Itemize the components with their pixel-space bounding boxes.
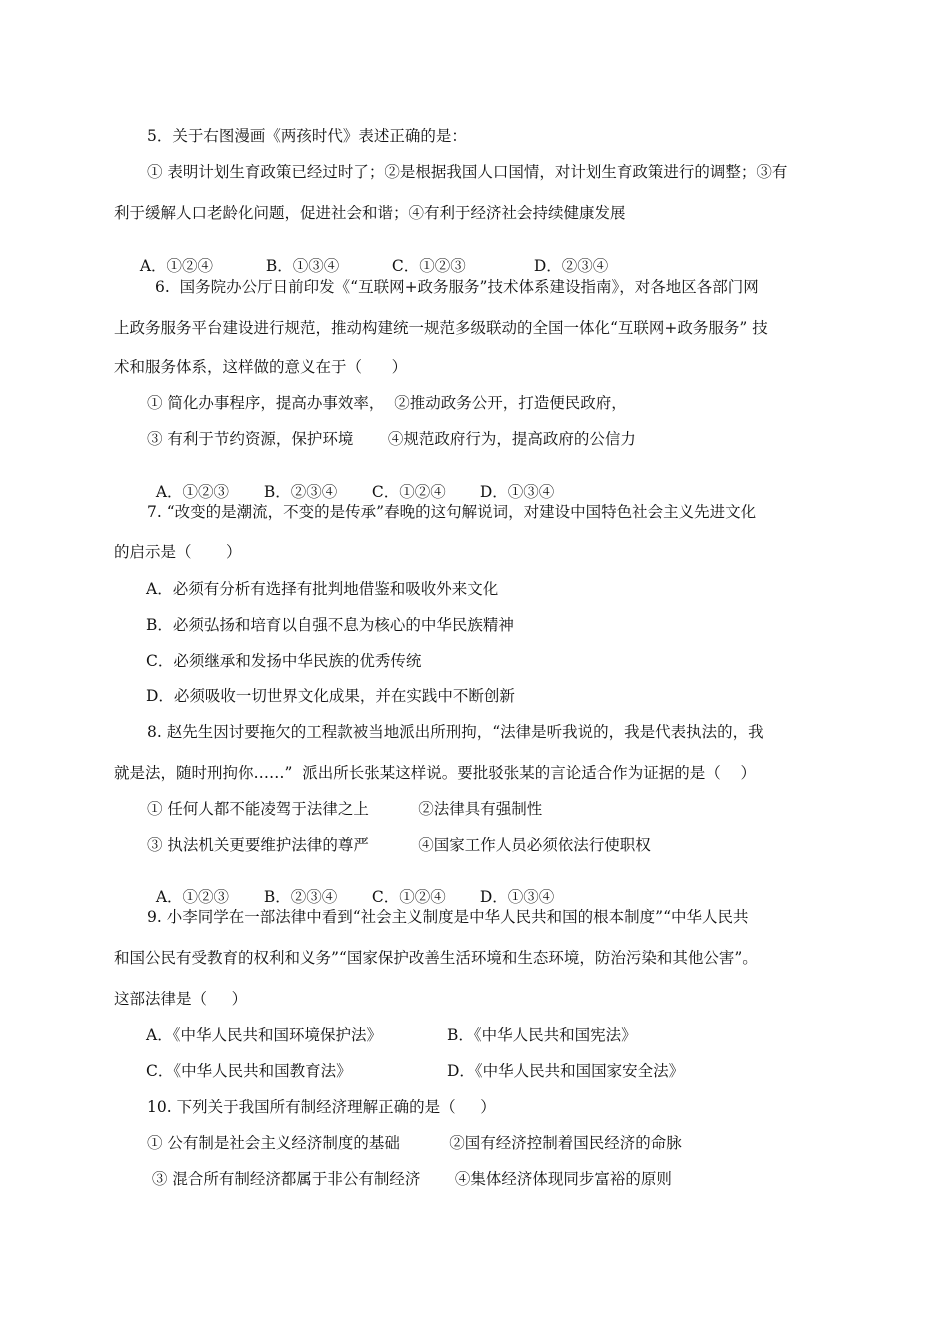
q9-option-b[interactable]: B．《中华人民共和国宪法》 <box>447 1026 637 1044</box>
q6-stem-line-1: 6. 国务院办公厅日前印发《“互联网+政务服务”技术体系建设指南》，对各地区各部门网 <box>155 278 759 296</box>
q7-option-a[interactable]: A．必须有分析有选择有批判地借鉴和吸收外来文化 <box>146 580 499 598</box>
q9-stem-line-2: 和国公民有受教育的权利和义务”“国家保护改善生活环境和生态环境，防治污染和其他公害”。 <box>114 949 758 967</box>
q9-option-d[interactable]: D．《中华人民共和国国家安全法》 <box>447 1062 685 1080</box>
q10-item-line-1: ① 公有制是社会主义经济制度的基础 ②国有经济控制着国民经济的命脉 <box>147 1134 682 1152</box>
q6-item-line-2: ③ 有利于节约资源，保护环境 ④规范政府行为，提高政府的公信力 <box>147 430 636 448</box>
q6-option-b[interactable]: B．②③④ <box>263 482 338 501</box>
q6-option-c[interactable]: C．①②④ <box>371 482 446 501</box>
q6-stem-line-2: 上政务服务平台建设进行规范，推动构建统一规范多级联动的全国一体化“互联网+政务服务” 技 <box>114 319 768 337</box>
q5-option-b[interactable]: B．①③④ <box>265 256 340 275</box>
q5-option-c[interactable]: C．①②③ <box>391 256 466 275</box>
q8-item-line-2: ③ 执法机关更要维护法律的尊严 ④国家工作人员必须依法行使职权 <box>147 836 651 854</box>
q8-stem-line-2: 就是法，随时刑拘你……” 派出所长张某这样说。要批驳张某的言论适合作为证据的是（ ） <box>114 764 756 782</box>
q5-options <box>130 243 608 274</box>
q5-statement-line-2: 利于缓解人口老龄化问题，促进社会和谐；④有利于经济社会持续健康发展 <box>114 204 626 222</box>
q7-option-c[interactable]: C．必须继承和发扬中华民族的优秀传统 <box>146 652 422 670</box>
q5-statement-line-1: ① 表明计划生育政策已经过时了；②是根据我国人口国情，对计划生育政策进行的调整；③有 <box>147 163 788 181</box>
q7-stem-line-1: 7. “改变的是潮流，不变的是传承”春晚的这句解说词，对建设中国特色社会主义先进文化 <box>147 503 757 521</box>
q8-options <box>146 874 554 905</box>
q5-stem: 5．关于右图漫画《两孩时代》表述正确的是： <box>147 127 467 145</box>
q7-option-d[interactable]: D．必须吸收一切世界文化成果，并在实践中不断创新 <box>146 687 515 705</box>
q9-option-c[interactable]: C．《中华人民共和国教育法》 <box>146 1062 352 1080</box>
q6-option-d[interactable]: D．①③④ <box>479 482 555 501</box>
q5-option-d[interactable]: D．②③④ <box>533 256 609 275</box>
q6-item-line-1: ① 简化办事程序，提高办事效率， ②推动政务公开，打造便民政府， <box>147 394 627 412</box>
q9-stem-line-1: 9. 小李同学在一部法律中看到“社会主义制度是中华人民共和国的根本制度”“中华人民共 <box>147 908 749 926</box>
q6-stem-line-3: 术和服务体系，这样做的意义在于（ ） <box>114 358 408 376</box>
q8-option-b[interactable]: B．②③④ <box>263 887 338 906</box>
q8-stem-line-1: 8. 赵先生因讨要拖欠的工程款被当地派出所刑拘，“法律是听我说的，我是代表执法的，我 <box>147 723 764 741</box>
q5-option-a[interactable]: A．①②④ <box>139 256 214 275</box>
q7-stem-line-2: 的启示是（ ） <box>114 543 242 561</box>
q8-option-c[interactable]: C．①②④ <box>371 887 446 906</box>
q7-option-b[interactable]: B．必须弘扬和培育以自强不息为核心的中华民族精神 <box>146 616 514 634</box>
q8-option-d[interactable]: D．①③④ <box>479 887 555 906</box>
q8-item-line-1: ① 任何人都不能凌驾于法律之上 ②法律具有强制性 <box>147 800 543 818</box>
q10-stem: 10. 下列关于我国所有制经济理解正确的是（ ） <box>147 1098 496 1116</box>
q6-options <box>146 469 554 500</box>
q10-item-line-2: ③ 混合所有制经济都属于非公有制经济 ④集体经济体现同步富裕的原则 <box>147 1170 672 1188</box>
q9-stem-line-3: 这部法律是（ ） <box>114 990 248 1008</box>
q8-option-a[interactable]: A．①②③ <box>155 887 230 906</box>
q9-option-a[interactable]: A．《中华人民共和国环境保护法》 <box>146 1026 382 1044</box>
q6-option-a[interactable]: A．①②③ <box>155 482 230 501</box>
